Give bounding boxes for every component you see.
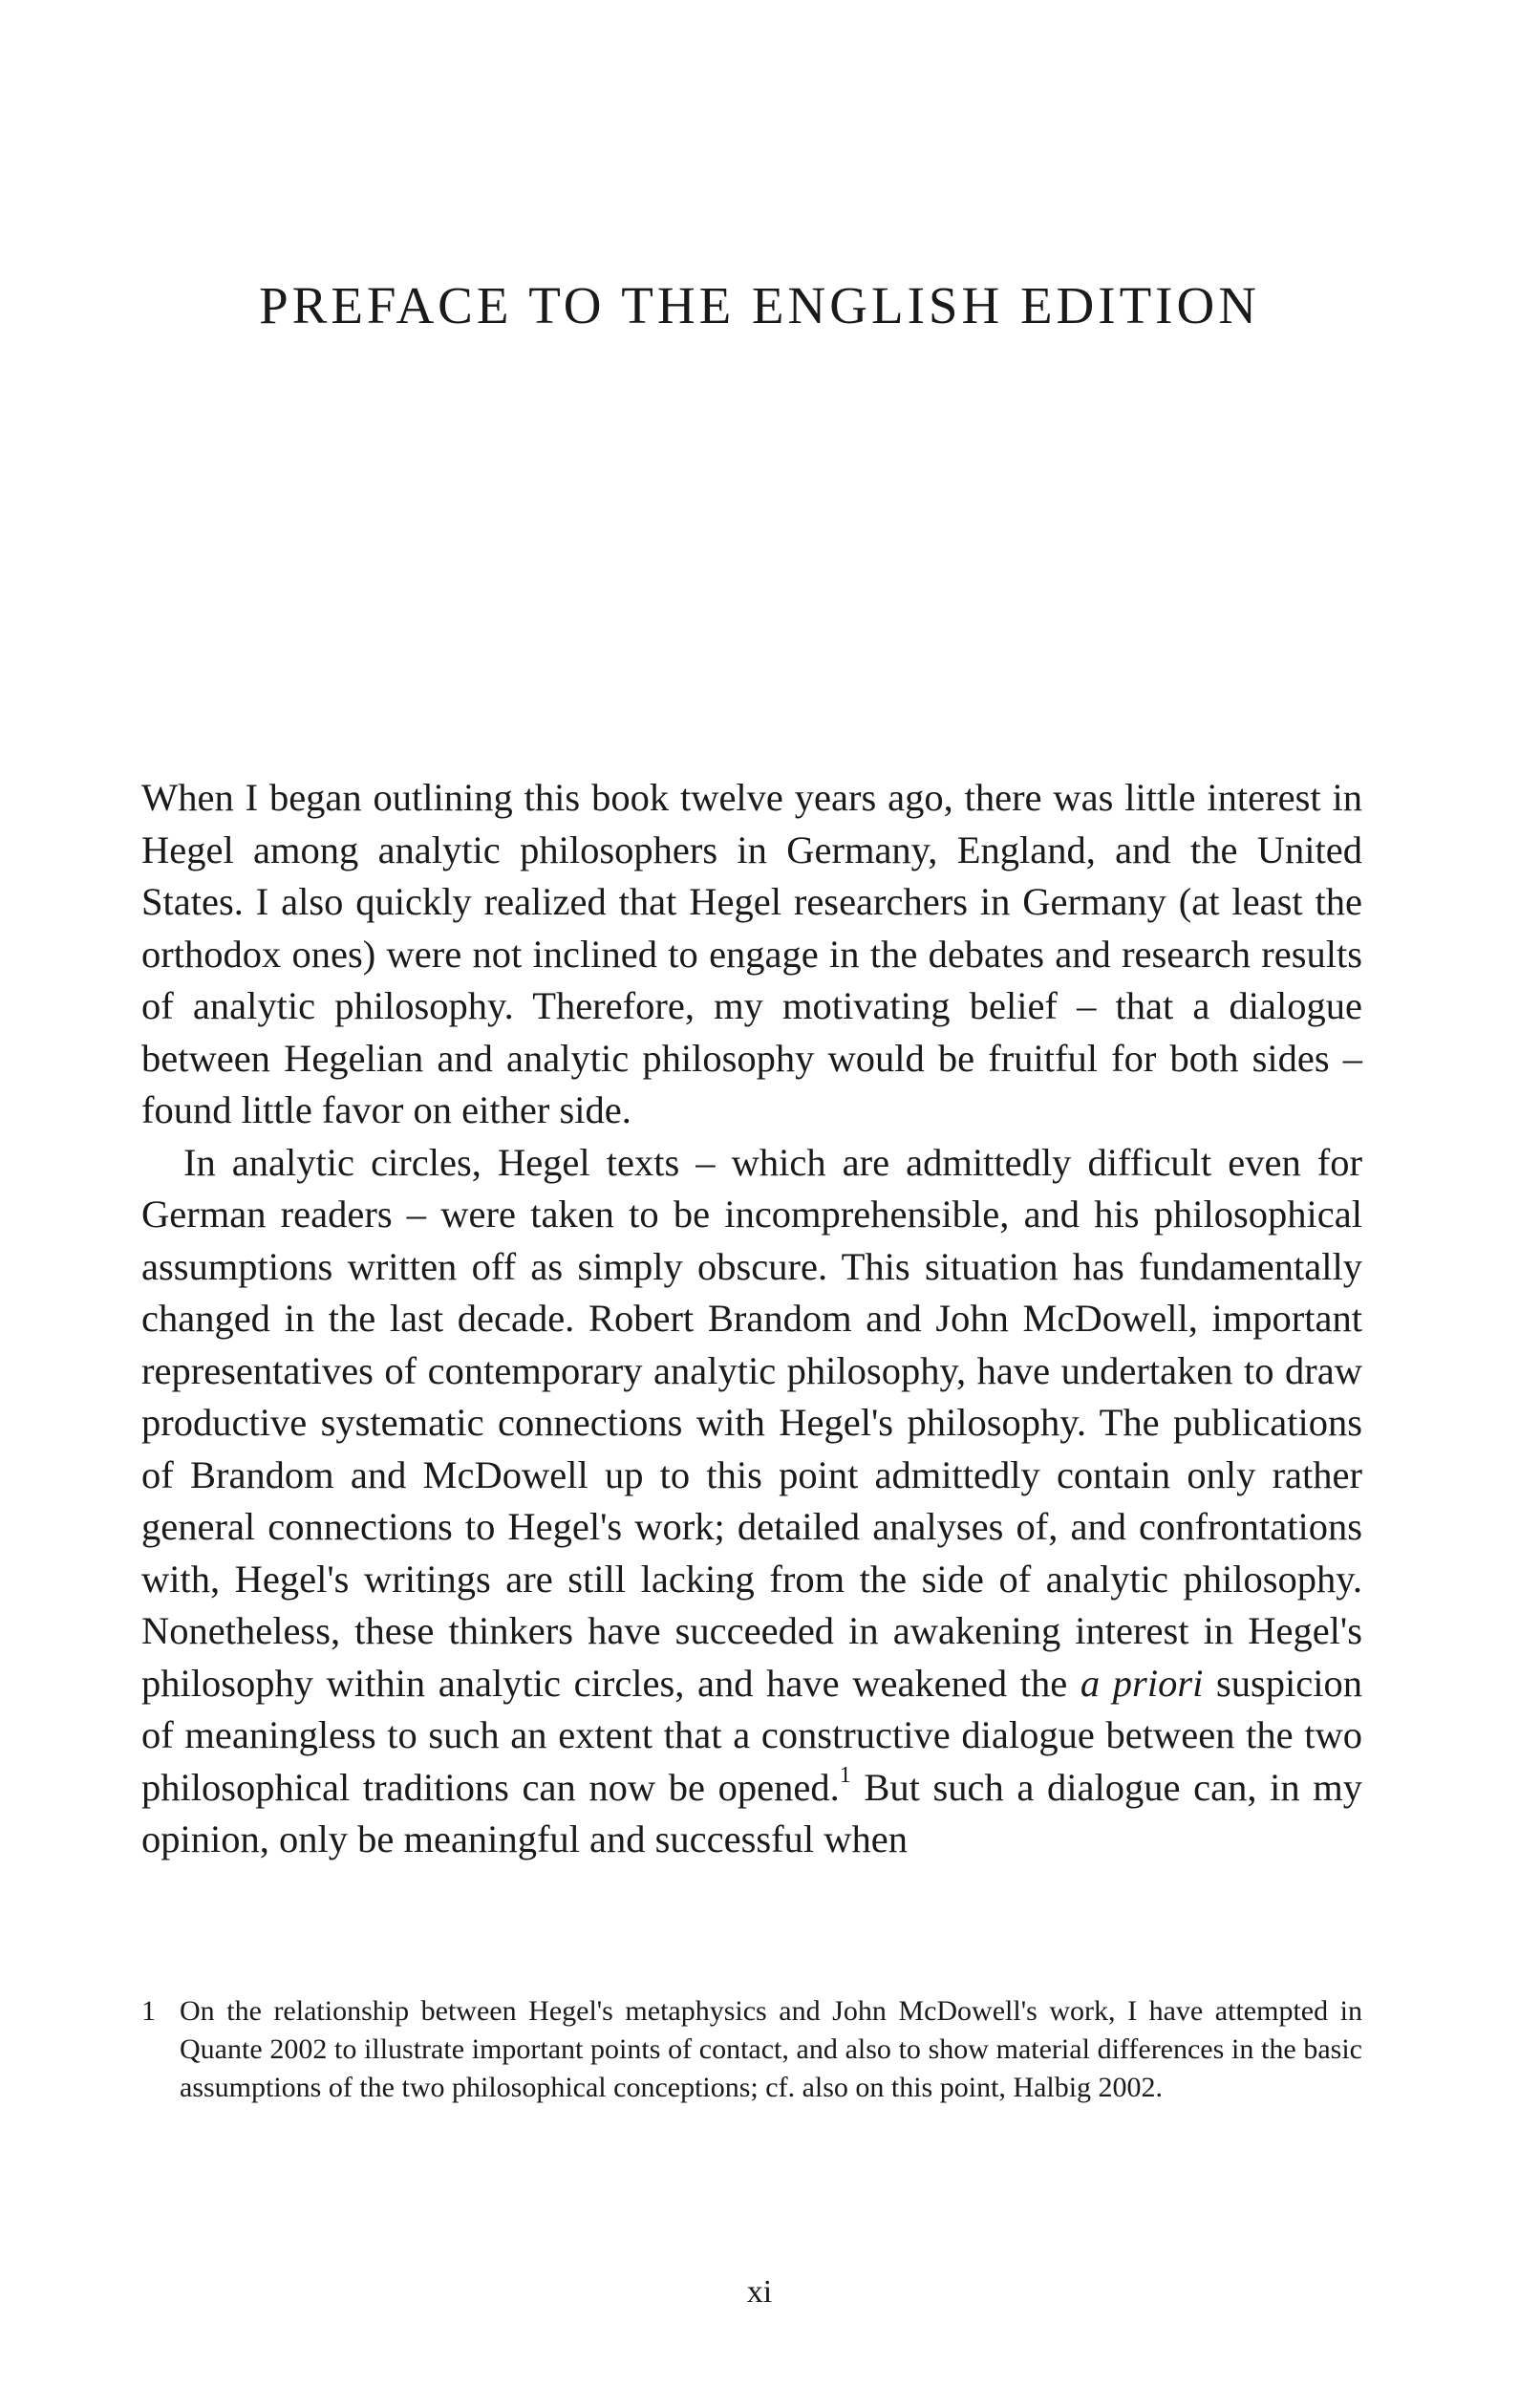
body-text [141, 772, 1362, 1866]
footnote-ref-1[interactable]: 1 [839, 1763, 851, 1788]
footnote-text: On the relationship between Hegel's metaphysics and John McDowell's work, I have attempted in Quante 2002 to illustrate important points of contact, and also to show material differences in the basic assumptions of the two philosophical conceptions; cf. also on this point, Halbig 2002. [180, 1995, 1362, 2103]
paragraph-2-text-b: suspicion of meaningless to such an extent that a constructive dialogue between the two philosophical traditions can now be opened. [141, 1661, 1362, 1809]
chapter-title: PREFACE TO THE ENGLISH EDITION [259, 276, 1260, 334]
footnotes [141, 1992, 1362, 2107]
page-number: xi [746, 2274, 773, 2310]
footnote-1 [141, 1992, 1362, 2107]
italic-a-priori: a priori [1080, 1661, 1204, 1705]
footnote-number: 1 [141, 1995, 156, 2027]
paragraph-2 [141, 1137, 1362, 1866]
paragraph-1: When I began outlining this book twelve years ago, there was little interest in Hegel among analytic philosophers in Germany, England, and the United States. I also quickly realized that Hegel researchers in Germany (at least the orthodox ones) were not inclined to engage in the debates and research results of analytic philosophy. Therefore, my motivating belief – that a dialogue between Hegelian and analytic philosophy would be fruitful for both sides – found little favor on either side. [141, 776, 1362, 1131]
paragraph-2-text-c: But such a dialogue can, in my opinion, only be meaningful and successful when [141, 1765, 1362, 1860]
paragraph-2-text-a: In analytic circles, Hegel texts – which are admittedly difficult even for German readers – were taken to be incomprehensible, and his philosophical assumptions written off as simply obscure. This situation has fundamentally changed in the last decade. Robert Brandom and John McDowell, important representatives of contemporary analytic philosophy, have undertaken to draw productive systematic connections with Hegel's philosophy. The publications of Brandom and McDowell up to this point admittedly contain only rather general connections to Hegel's work; detailed analyses of, and confrontations with, Hegel's writings are still lacking from the side of analytic philosophy. Nonetheless, these thinkers have succeeded in awakening interest in Hegel's philosophy within analytic circles, and have weakened the [141, 1140, 1362, 1705]
